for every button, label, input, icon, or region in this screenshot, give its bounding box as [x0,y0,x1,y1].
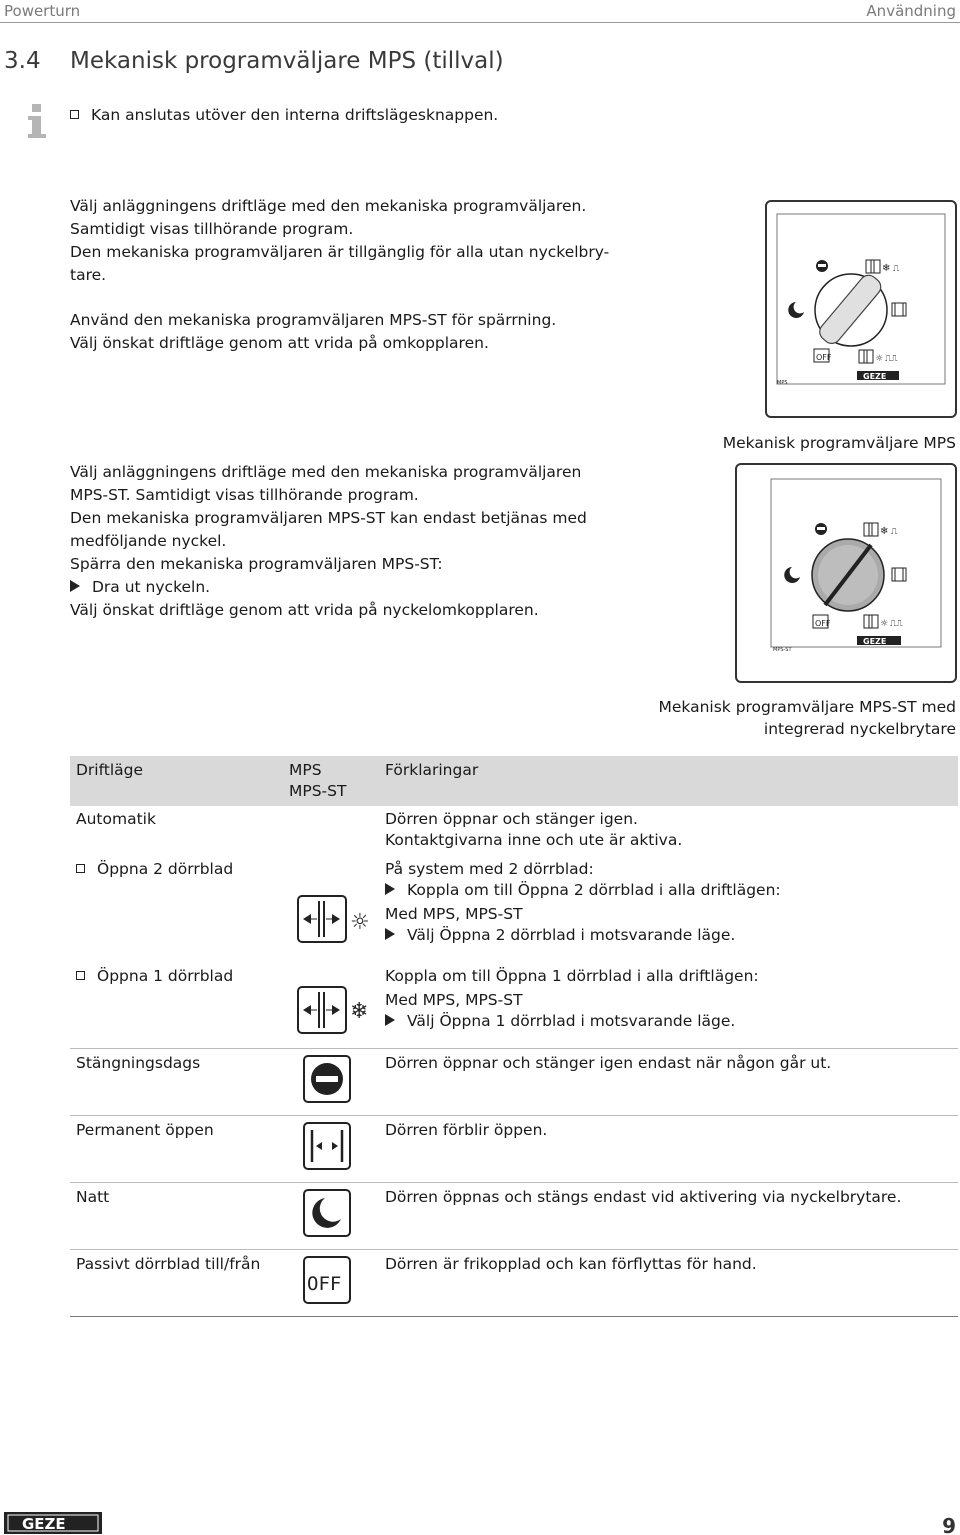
geze-logo [4,1512,102,1534]
table-row [70,1249,958,1316]
svg-text:☼: ☼ [350,910,370,935]
table-row [70,1115,958,1182]
column-header-explanations: Förklaringar [379,756,958,806]
svg-text:⎍: ⎍ [891,527,898,537]
row-symbol [283,1115,379,1182]
step-arrow-icon [70,580,80,592]
device-brand: GEZE [863,637,887,646]
step-line [385,880,952,901]
modes-table [70,756,958,1317]
mps-st-paragraph [70,309,556,355]
step-text: Koppla om till Öppna 2 dörrblad i alla driftlägen: [407,881,781,899]
row-mode [70,855,283,962]
bullet-square-icon [76,971,85,980]
text-line: Kontaktgivarna inne och ute är aktiva. [385,831,683,849]
svg-text:☼: ☼ [880,619,889,629]
table-row [70,806,958,855]
open-one-leaf-winter-icon [297,986,377,1036]
section-title-text: Mekanisk programväljare MPS (tillval) [70,48,504,74]
open-two-leaves-summer-icon [297,895,377,945]
mps-st-caption [658,696,956,740]
table-header [70,756,958,806]
section-title [4,48,504,74]
row-symbol [283,1182,379,1249]
mps-device-figure [765,200,957,418]
off-icon-text: OFF [307,1272,342,1295]
column-header-mode: Driftläge [70,756,283,806]
device-brand: GEZE [863,372,887,381]
step-line [70,576,587,599]
text-line: Välj önskat driftläge genom att vrida på nyckelomkopplaren. [70,601,539,619]
text-line: På system med 2 dörrblad: [385,860,594,878]
row-explanation [379,855,958,962]
row-mode: Passivt dörrblad till/från [70,1249,283,1316]
bullet-square-icon [76,864,85,873]
row-mode: Stängningsdags [70,1048,283,1115]
svg-text:❄: ❄ [882,263,891,274]
text-line: Den mekaniska programväljaren är tillgänglig för alla utan nyckelbry- [70,243,610,261]
svg-text:⎍: ⎍ [893,264,900,274]
table-row [70,1182,958,1249]
row-explanation: Dörren öppnar och stänger igen endast när någon går ut. [379,1048,958,1115]
row-symbol [283,1048,379,1115]
row-explanation [379,806,958,855]
text-line: Välj anläggningens driftläge med den mekaniska programväljaren [70,463,582,481]
text-line: Välj anläggningens driftläge med den mekaniska programväljaren. [70,197,587,215]
row-mode [70,962,283,1048]
column-header-mps [283,756,379,806]
row-symbol [283,855,379,962]
svg-text:❄: ❄ [880,526,889,537]
row-mode-text: Öppna 2 dörrblad [97,860,234,878]
intro-paragraph [70,195,609,287]
header-mps-st: MPS-ST [289,782,347,800]
info-icon [26,104,48,140]
row-mode: Permanent öppen [70,1115,283,1182]
header-mps: MPS [289,761,322,779]
svg-text:⎍⎍: ⎍⎍ [885,354,898,364]
text-line: Samtidigt visas tillhörande program. [70,220,354,238]
header-left: Powerturn [4,2,81,20]
closing-time-icon [303,1055,353,1105]
off-symbol-label: OFF [815,619,831,628]
row-symbol [283,962,379,1048]
mps-label: MPS [777,380,788,386]
svg-text:⎍⎍: ⎍⎍ [890,619,903,629]
text-line: Med MPS, MPS-ST [385,905,523,923]
step-line [385,925,952,946]
row-symbol [283,806,379,855]
text-line: Spärra den mekaniska programväljaren MPS-ST: [70,555,443,573]
row-symbol [283,1249,379,1316]
text-line: Den mekaniska programväljaren MPS-ST kan endast betjänas med [70,509,587,527]
text-line: medföljande nyckel. [70,532,227,550]
note [70,106,498,124]
header-divider [0,22,960,23]
text-line: Koppla om till Öppna 1 dörrblad i alla driftlägen: [385,967,759,985]
svg-text:❄: ❄ [350,999,369,1024]
row-explanation [379,962,958,1048]
mps-st-label: MPS-ST [773,647,792,653]
table-row [70,855,958,962]
step-arrow-icon [385,1014,395,1026]
mps-caption: Mekanisk programväljare MPS [722,434,956,452]
row-mode: Automatik [76,810,156,828]
step-arrow-icon [385,928,395,940]
text-line: tare. [70,266,107,284]
row-mode-text: Öppna 1 dörrblad [97,967,234,985]
row-explanation: Dörren är frikopplad och kan förflyttas för hand. [379,1249,958,1316]
bullet-square-icon [70,110,79,119]
row-explanation: Dörren öppnas och stängs endast vid aktivering via nyckelbrytare. [379,1182,958,1249]
mps-st-instructions [70,461,587,622]
text-line: Använd den mekaniska programväljaren MPS-ST för spärrning. [70,311,557,329]
caption-line: integrerad nyckelbrytare [763,720,956,738]
section-number: 3.4 [4,48,41,74]
page-number: 9 [942,1514,956,1535]
text-line: Välj önskat driftläge genom att vrida på omkopplaren. [70,334,489,352]
svg-text:☼: ☼ [875,354,884,364]
text-line: Med MPS, MPS-ST [385,991,523,1009]
note-text: Kan anslutas utöver den interna driftslägesknappen. [91,106,499,124]
off-symbol-label: OFF [816,353,832,362]
mps-st-device-figure [735,463,957,683]
text-line: Dörren öppnar och stänger igen. [385,810,638,828]
header-right: Användning [866,2,956,20]
step-arrow-icon [385,883,395,895]
table-row [70,1048,958,1115]
step-line [385,1011,952,1032]
off-icon [303,1256,353,1306]
caption-line: Mekanisk programväljare MPS-ST med [658,698,956,716]
footer-logo-text: GEZE [22,1515,66,1533]
step-text: Välj Öppna 2 dörrblad i motsvarande läge. [407,926,736,944]
row-explanation: Dörren förblir öppen. [379,1115,958,1182]
step-text: Dra ut nyckeln. [92,578,211,596]
text-line: MPS-ST. Samtidigt visas tillhörande program. [70,486,419,504]
permanent-open-icon [303,1122,353,1172]
night-moon-icon [303,1189,353,1239]
table-row [70,962,958,1048]
step-text: Välj Öppna 1 dörrblad i motsvarande läge. [407,1012,736,1030]
row-mode: Natt [70,1182,283,1249]
